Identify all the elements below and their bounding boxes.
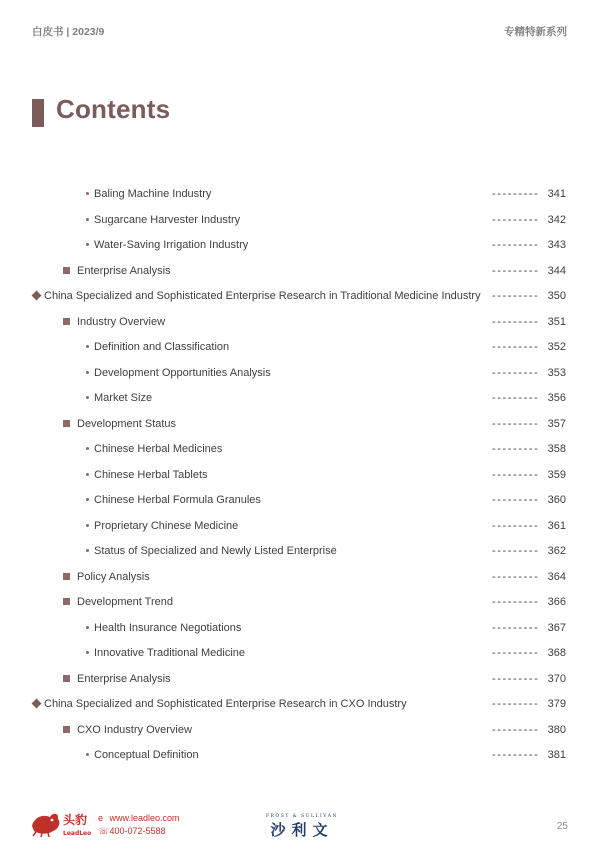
- dot-bullet-icon: [86, 218, 89, 221]
- toc-entry[interactable]: [0, 436, 600, 462]
- toc-leader: ---------: [492, 468, 540, 481]
- toc-entry[interactable]: [0, 513, 600, 539]
- toc-leader: ---------: [492, 417, 540, 430]
- toc-entry[interactable]: [0, 360, 600, 386]
- toc-leader: ---------: [492, 188, 540, 200]
- phone-icon: ☏: [98, 826, 110, 836]
- partner-cn-text: 沙利文: [270, 821, 334, 838]
- toc-entry-title: Development Opportunities Analysis: [94, 366, 271, 379]
- toc-entry-title: Chinese Herbal Tablets: [94, 468, 208, 481]
- toc-leader: ---------: [492, 290, 540, 302]
- toc-page-number: 368: [547, 647, 566, 659]
- toc-entry-title: Health Insurance Negotiations: [94, 621, 242, 634]
- toc-leader: ---------: [492, 698, 540, 710]
- page-number: 25: [556, 821, 568, 832]
- toc-entry[interactable]: [0, 640, 600, 666]
- toc-leader: ---------: [492, 647, 540, 659]
- toc-entry-title: Proprietary Chinese Medicine: [94, 519, 239, 532]
- toc-leader: ---------: [492, 621, 540, 634]
- toc-entry-title: Water-Saving Irrigation Industry: [94, 239, 249, 251]
- toc-entry-title: Enterprise Analysis: [77, 264, 171, 277]
- toc-entry[interactable]: [0, 258, 600, 284]
- toc-entry-title: Status of Specialized and Newly Listed Enterprise: [94, 545, 337, 557]
- dot-bullet-icon: [86, 192, 89, 195]
- square-bullet-icon: [63, 573, 70, 580]
- toc-entry[interactable]: [0, 462, 600, 488]
- toc-entry[interactable]: [0, 564, 600, 590]
- toc-leader: ---------: [492, 392, 540, 404]
- header-series-name: 专精特新系列: [504, 26, 567, 38]
- toc-leader: ---------: [492, 545, 540, 557]
- toc-entry[interactable]: [0, 334, 600, 360]
- frost-sullivan-logo: [257, 810, 347, 838]
- toc-page-number: 381: [547, 749, 566, 761]
- toc-entry[interactable]: [0, 487, 600, 513]
- toc-leader: ---------: [492, 494, 540, 506]
- title-accent-bar: [32, 99, 44, 127]
- toc-page-number: 344: [547, 264, 566, 277]
- toc-leader: ---------: [492, 264, 540, 277]
- toc-entry[interactable]: [0, 717, 600, 743]
- logo-cn-text: 头豹: [63, 813, 88, 827]
- square-bullet-icon: [63, 675, 70, 682]
- toc-leader: ---------: [492, 749, 540, 761]
- toc-entry-title: Sugarcane Harvester Industry: [94, 213, 241, 226]
- toc-entry-title: Innovative Traditional Medicine: [94, 647, 246, 659]
- toc-entry-title: Market Size: [94, 392, 153, 404]
- toc-entry[interactable]: [0, 691, 600, 717]
- toc-page-number: 358: [547, 443, 566, 455]
- toc-entry-title: China Specialized and Sophisticated Enterprise Research in CXO Industry: [44, 698, 407, 710]
- toc-page-number: 351: [547, 315, 566, 328]
- dot-bullet-icon: [86, 447, 89, 450]
- toc-leader: ---------: [492, 341, 540, 353]
- toc-page-number: 341: [547, 188, 566, 200]
- toc-entry-title: Policy Analysis: [77, 570, 150, 583]
- toc-entry[interactable]: [0, 589, 600, 615]
- toc-page-number: 342: [547, 213, 566, 226]
- page-title: Contents: [56, 94, 171, 124]
- toc-page-number: 380: [547, 723, 566, 736]
- dot-bullet-icon: [86, 371, 89, 374]
- toc-leader: ---------: [492, 596, 540, 608]
- toc-leader: ---------: [492, 672, 540, 685]
- toc-entry[interactable]: [0, 232, 600, 258]
- toc-page-number: 366: [547, 596, 566, 608]
- header-report-info: 白皮书 | 2023/9: [32, 26, 105, 38]
- toc-entry-title: Baling Machine Industry: [94, 188, 212, 200]
- leadleo-logo: [30, 808, 104, 838]
- toc-page-number: 370: [547, 672, 566, 685]
- web-icon: e: [98, 813, 104, 823]
- toc-page-number: 357: [547, 417, 566, 430]
- toc-page-number: 367: [547, 621, 566, 634]
- phone-number: 400-072-5588: [109, 826, 166, 836]
- toc-entry-title: CXO Industry Overview: [77, 723, 192, 736]
- toc-entry[interactable]: [0, 742, 600, 768]
- toc-page-number: 361: [547, 519, 566, 532]
- table-of-contents: [0, 181, 600, 768]
- toc-entry[interactable]: [0, 538, 600, 564]
- toc-entry[interactable]: [0, 615, 600, 641]
- toc-leader: ---------: [492, 213, 540, 226]
- toc-page-number: 362: [547, 545, 566, 557]
- toc-entry-title: China Specialized and Sophisticated Enterprise Research in Traditional Medicine Industry: [44, 290, 481, 302]
- dot-bullet-icon: [86, 626, 89, 629]
- toc-entry-title: Definition and Classification: [94, 341, 230, 353]
- toc-page-number: 353: [547, 366, 566, 379]
- square-bullet-icon: [63, 598, 70, 605]
- toc-entry-title: Development Status: [77, 417, 177, 430]
- toc-entry-title: Development Trend: [77, 596, 173, 608]
- toc-entry[interactable]: [0, 411, 600, 437]
- toc-leader: ---------: [492, 443, 540, 455]
- dot-bullet-icon: [86, 753, 89, 756]
- toc-page-number: 352: [547, 341, 566, 353]
- partner-en-text: FROST & SULLIVAN: [266, 814, 338, 819]
- toc-entry-title: Chinese Herbal Medicines: [94, 443, 223, 455]
- diamond-bullet-icon: [32, 291, 42, 301]
- toc-leader: ---------: [492, 519, 540, 532]
- contact-info: [98, 812, 180, 838]
- square-bullet-icon: [63, 726, 70, 733]
- toc-page-number: 356: [547, 392, 566, 404]
- toc-entry-title: Enterprise Analysis: [77, 672, 171, 685]
- dot-bullet-icon: [86, 549, 89, 552]
- toc-entry[interactable]: [0, 309, 600, 335]
- toc-page-number: 379: [547, 698, 566, 710]
- dot-bullet-icon: [86, 345, 89, 348]
- toc-entry-title: Chinese Herbal Formula Granules: [94, 494, 261, 506]
- toc-page-number: 350: [547, 290, 566, 302]
- logo-en-text: LeadLeo: [63, 830, 92, 837]
- square-bullet-icon: [63, 420, 70, 427]
- toc-entry-title: Conceptual Definition: [94, 749, 199, 761]
- toc-entry[interactable]: [0, 283, 600, 309]
- toc-entry-title: Industry Overview: [77, 315, 166, 328]
- toc-leader: ---------: [492, 239, 540, 251]
- toc-entry[interactable]: [0, 666, 600, 692]
- toc-leader: ---------: [492, 315, 540, 328]
- toc-leader: ---------: [492, 723, 540, 736]
- square-bullet-icon: [63, 267, 70, 274]
- square-bullet-icon: [63, 318, 70, 325]
- toc-page-number: 359: [547, 468, 566, 481]
- toc-page-number: 364: [547, 570, 566, 583]
- toc-entry[interactable]: [0, 207, 600, 233]
- toc-page-number: 360: [547, 494, 566, 506]
- toc-entry[interactable]: [0, 385, 600, 411]
- dot-bullet-icon: [86, 498, 89, 501]
- dot-bullet-icon: [86, 396, 89, 399]
- dot-bullet-icon: [86, 651, 89, 654]
- diamond-bullet-icon: [32, 699, 42, 709]
- website-link[interactable]: www.leadleo.com: [109, 813, 180, 823]
- toc-entry[interactable]: [0, 181, 600, 207]
- toc-leader: ---------: [492, 366, 540, 379]
- toc-leader: ---------: [492, 570, 540, 583]
- dot-bullet-icon: [86, 524, 89, 527]
- toc-page-number: 343: [547, 239, 566, 251]
- dot-bullet-icon: [86, 473, 89, 476]
- dot-bullet-icon: [86, 243, 89, 246]
